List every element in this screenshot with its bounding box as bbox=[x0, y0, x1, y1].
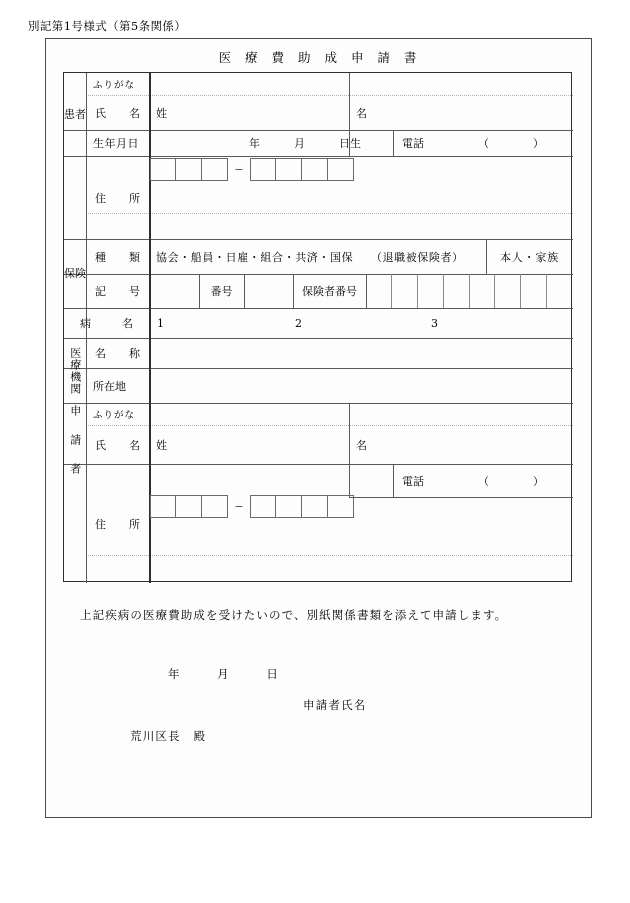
page-title: 医 療 費 助 成 申 請 書 bbox=[218, 50, 422, 65]
patient-section-label-cont bbox=[64, 156, 86, 239]
zip-box[interactable] bbox=[202, 158, 228, 181]
statement-text: 上記疾病の医療費助成を受けたいので、別紙関係書類を添えて申請します。 bbox=[80, 608, 508, 622]
patient-zip-input[interactable] bbox=[150, 158, 354, 181]
zip-box[interactable] bbox=[202, 495, 228, 518]
application-table bbox=[63, 72, 572, 582]
zip-dash: − bbox=[234, 500, 244, 513]
institution-section-label: 医療機関 bbox=[68, 346, 82, 395]
applicant-furigana-givenname-input[interactable] bbox=[349, 403, 573, 425]
zip-box[interactable] bbox=[276, 495, 302, 518]
patient-furigana-givenname-input[interactable] bbox=[349, 73, 573, 95]
addressee-label: 荒川区長 殿 bbox=[130, 729, 207, 743]
patient-section-label: 患者 bbox=[64, 107, 86, 121]
applicant-givenname-input[interactable]: 名 bbox=[356, 438, 367, 452]
applicant-phone-label: 電話 bbox=[402, 474, 424, 488]
patient-birthdate-label: 生年月日 bbox=[93, 137, 139, 150]
insurance-symbol-label: 記 号 bbox=[95, 285, 140, 298]
insurer-number-box[interactable] bbox=[366, 274, 392, 308]
patient-furigana-surname-input[interactable] bbox=[149, 73, 349, 95]
zip-box[interactable] bbox=[176, 495, 202, 518]
insurance-number-input[interactable] bbox=[244, 274, 293, 308]
insurer-number-input[interactable] bbox=[366, 274, 573, 308]
zip-box[interactable] bbox=[250, 495, 276, 518]
insurer-number-box[interactable] bbox=[392, 274, 418, 308]
insurance-type-options[interactable]: 協会・船員・日雇・組合・共済・国保 （退職被保険者） bbox=[156, 250, 464, 264]
applicant-address-label: 住 所 bbox=[95, 517, 140, 531]
zip-box[interactable] bbox=[176, 158, 202, 181]
zip-box[interactable] bbox=[250, 158, 276, 181]
insurer-number-box[interactable] bbox=[444, 274, 470, 308]
zip-box[interactable] bbox=[150, 495, 176, 518]
applicant-phone-input[interactable]: （ ） bbox=[478, 474, 544, 488]
zip-box[interactable] bbox=[302, 495, 328, 518]
zip-box[interactable] bbox=[328, 495, 354, 518]
patient-givenname-input[interactable]: 名 bbox=[356, 106, 367, 120]
patient-phone-input[interactable]: （ ） bbox=[478, 137, 544, 150]
zip-box[interactable] bbox=[150, 158, 176, 181]
disease-label: 病 名 bbox=[80, 317, 133, 330]
applicant-surname-input[interactable]: 姓 bbox=[156, 438, 167, 452]
zip-box[interactable] bbox=[328, 158, 354, 181]
disease-input[interactable]: 1 2 3 bbox=[157, 316, 438, 330]
rule-applicant-phone bbox=[349, 497, 573, 498]
applicant-section-label: 申請者 bbox=[68, 404, 82, 492]
patient-address-label: 住 所 bbox=[95, 191, 140, 205]
insurance-type-label: 種 類 bbox=[95, 250, 140, 264]
patient-furigana-label: ふりがな bbox=[93, 80, 136, 91]
applicant-address-input[interactable] bbox=[149, 520, 573, 583]
insurance-member-category[interactable]: 本人・家族 bbox=[500, 250, 559, 264]
institution-location-label: 所在地 bbox=[93, 379, 126, 393]
zip-box[interactable] bbox=[302, 158, 328, 181]
applicant-name-label: 氏 名 bbox=[95, 438, 140, 452]
institution-name-input[interactable] bbox=[149, 338, 573, 368]
insurer-number-box[interactable] bbox=[418, 274, 444, 308]
insurer-number-box[interactable] bbox=[495, 274, 521, 308]
signature-label: 申請者氏名 bbox=[303, 698, 367, 712]
insurer-number-box[interactable] bbox=[470, 274, 496, 308]
insurer-number-box[interactable] bbox=[521, 274, 547, 308]
date-line: 年 月 日 bbox=[168, 667, 278, 681]
insurance-section-label: 保険 bbox=[64, 266, 86, 280]
insurer-number-label: 保険者番号 bbox=[302, 285, 357, 298]
applicant-furigana-surname-input[interactable] bbox=[149, 403, 349, 425]
insurer-number-box[interactable] bbox=[547, 274, 573, 308]
patient-address-input[interactable] bbox=[149, 183, 573, 239]
applicant-furigana-label: ふりがな bbox=[93, 410, 136, 421]
zip-dash: − bbox=[234, 163, 244, 176]
applicant-zip-input[interactable] bbox=[150, 495, 354, 518]
zip-box[interactable] bbox=[276, 158, 302, 181]
patient-surname-input[interactable]: 姓 bbox=[156, 106, 167, 120]
form-code: 別記第1号様式（第5条関係） bbox=[28, 19, 187, 33]
patient-name-label: 氏 名 bbox=[95, 106, 140, 120]
patient-phone-label: 電話 bbox=[402, 137, 424, 150]
insurance-symbol-input[interactable] bbox=[149, 274, 199, 308]
institution-name-label: 名 称 bbox=[95, 347, 140, 360]
institution-location-input[interactable] bbox=[149, 368, 573, 403]
insurance-number-label: 番号 bbox=[210, 285, 233, 298]
patient-birthdate-input[interactable]: 年 月 日生 bbox=[249, 137, 361, 150]
